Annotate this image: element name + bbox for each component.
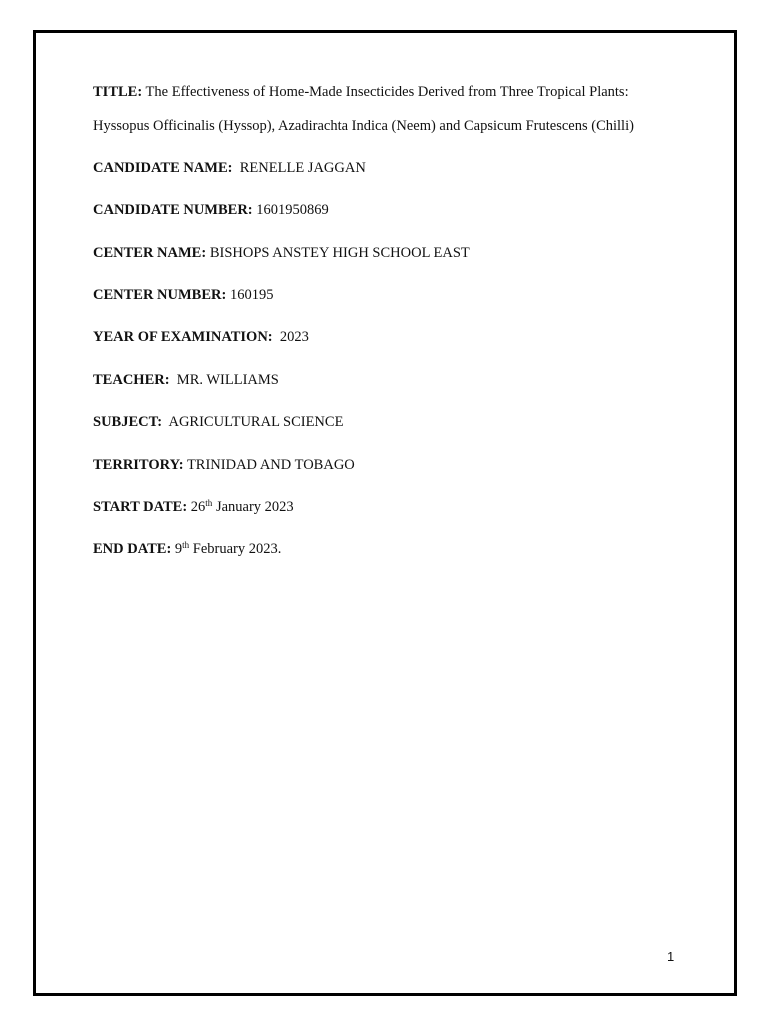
teacher-row — [93, 372, 713, 389]
start-date-suffix: th — [205, 497, 213, 508]
candidate-number-label: CANDIDATE NUMBER: — [93, 202, 253, 219]
start-date-day: 26 — [190, 498, 206, 515]
start-date-row — [93, 499, 713, 516]
end-date-day: 9 — [174, 541, 183, 558]
territory-row — [93, 457, 713, 474]
end-date-label: END DATE: — [93, 541, 172, 558]
teacher-label: TEACHER: — [93, 371, 170, 388]
center-name-label: CENTER NAME: — [93, 244, 207, 261]
end-date-suffix: th — [182, 540, 190, 551]
start-date-rest: January 2023 — [215, 498, 294, 515]
year-of-examination-row — [93, 329, 713, 346]
subject-label: SUBJECT: — [93, 414, 163, 431]
candidate-name-row — [93, 160, 713, 177]
subject-value: AGRICULTURAL SCIENCE — [168, 414, 344, 431]
end-date-rest: February 2023. — [192, 541, 282, 558]
title-label: TITLE: — [93, 84, 143, 100]
candidate-number-row — [93, 202, 713, 219]
page-number: 1 — [667, 949, 675, 964]
candidate-name-value: RENELLE JAGGAN — [239, 159, 366, 176]
title-text-line2: Hyssopus Officinalis (Hyssop), Azadirachta Indica (Neem) and Capsicum Frutescens (Chilli) — [93, 118, 634, 135]
territory-value: TRINIDAD AND TOBAGO — [186, 456, 355, 473]
year-of-examination-label: YEAR OF EXAMINATION: — [93, 329, 273, 346]
candidate-name-label: CANDIDATE NAME: — [93, 159, 233, 176]
end-date-row — [93, 541, 713, 558]
center-name-row — [93, 245, 713, 262]
cover-page-content — [93, 84, 713, 584]
candidate-number-value: 1601950869 — [256, 202, 329, 219]
teacher-value: MR. WILLIAMS — [176, 371, 279, 388]
subject-row — [93, 414, 713, 431]
start-date-label: START DATE: — [93, 498, 188, 515]
title-line — [93, 84, 713, 101]
year-of-examination-value: 2023 — [279, 329, 309, 346]
center-number-label: CENTER NUMBER: — [93, 286, 227, 303]
territory-label: TERRITORY: — [93, 456, 184, 473]
center-name-value: BISHOPS ANSTEY HIGH SCHOOL EAST — [209, 244, 470, 261]
center-number-row — [93, 287, 713, 304]
center-number-value: 160195 — [229, 286, 274, 303]
title-text-line1: The Effectiveness of Home-Made Insecticides Derived from Three Tropical Plants: — [145, 84, 629, 100]
